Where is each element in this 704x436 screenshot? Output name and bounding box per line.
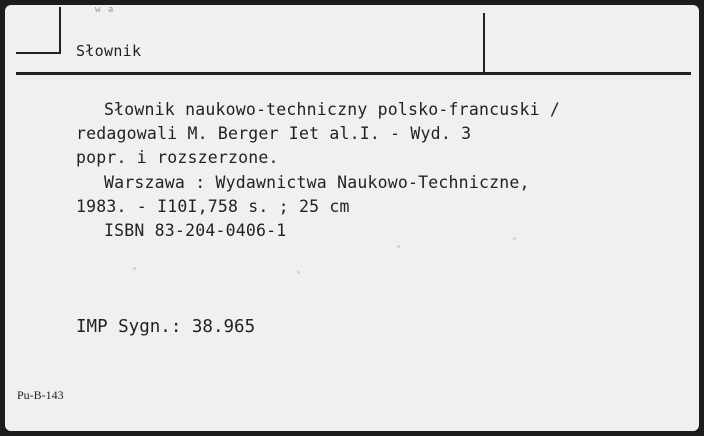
call-number: IMP Sygn.: 38.965 (76, 317, 256, 337)
description-line-publisher: Warszawa : Wydawnictwa Naukowo-Techniczne, (104, 173, 530, 192)
description-line-editors: redagowali M. Berger Iet al.I. - Wyd. 3 (76, 124, 472, 143)
description-line-edition: popr. i rozszerzone. (76, 148, 279, 167)
header-left-horizontal-rule (16, 52, 61, 54)
paper-speck (513, 237, 516, 240)
header-right-vertical-rule (483, 13, 485, 73)
paper-speck (133, 267, 136, 270)
paper-speck (297, 271, 300, 274)
card-code: Pu-B-143 (17, 388, 64, 402)
description-line-title: Słownik naukowo-techniczny polsko-francuski / (104, 100, 561, 119)
description-line-isbn: ISBN 83-204-0406-1 (104, 221, 287, 240)
header-left-vertical-rule (59, 7, 61, 54)
catalog-card (5, 5, 699, 431)
description-line-physical: 1983. - I10I,758 s. ; 25 cm (76, 197, 350, 216)
paper-speck (397, 245, 400, 248)
faint-stamp-mark: w a (95, 5, 115, 15)
header-main-rule (16, 72, 691, 75)
card-heading: Słownik (76, 42, 142, 60)
